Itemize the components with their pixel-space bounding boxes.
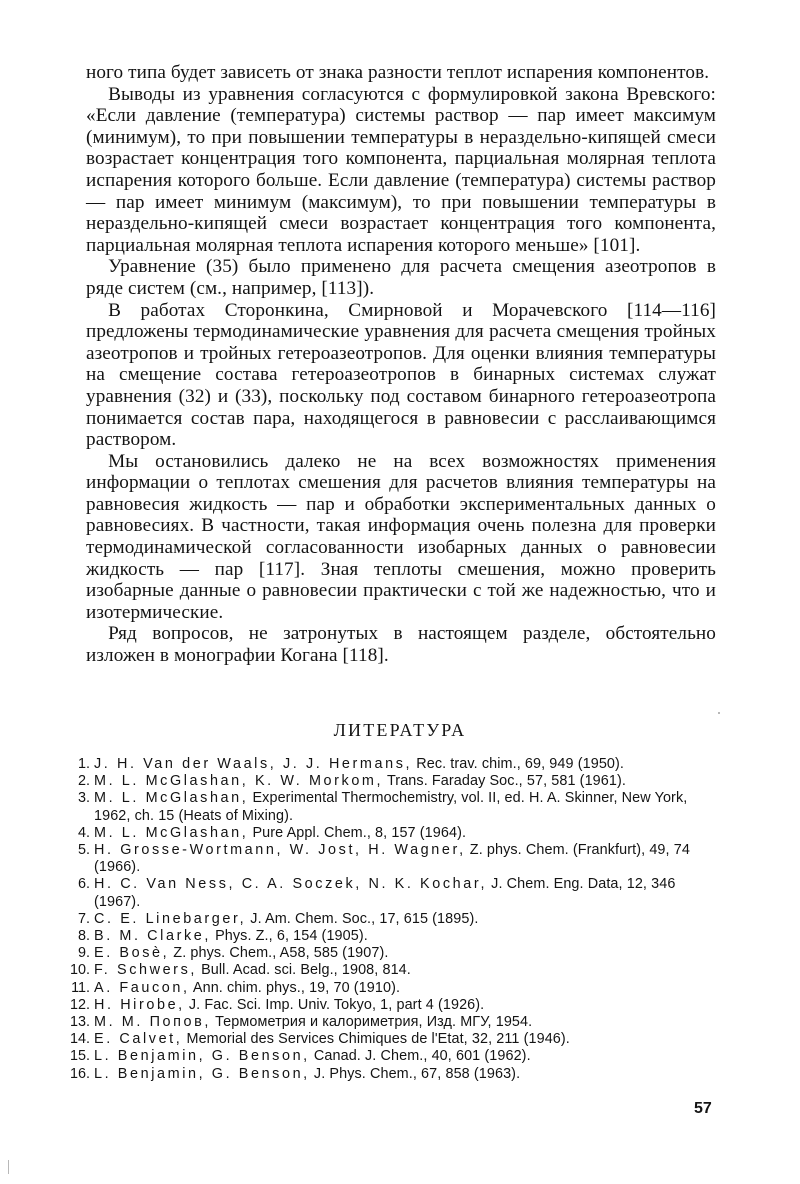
- reference-number: 2.: [77, 773, 90, 790]
- reference-item: [70, 1066, 720, 1083]
- reference-item: [70, 1048, 720, 1065]
- reference-source: Ann. chim. phys., 19, 70 (1910).: [189, 979, 401, 996]
- reference-number: 3.: [77, 790, 90, 807]
- reference-authors: E. Calvet,: [94, 1031, 183, 1048]
- reference-authors: B. M. Clarke,: [94, 928, 211, 945]
- reference-item: [70, 842, 720, 876]
- reference-authors: C. E. Linebarger,: [94, 910, 247, 927]
- body-text: [86, 62, 716, 667]
- reference-source: Canad. J. Chem., 40, 601 (1962).: [309, 1048, 531, 1065]
- reference-item: [70, 756, 720, 773]
- reference-item: [70, 962, 720, 979]
- reference-item: [70, 911, 720, 928]
- reference-number: 5.: [77, 842, 90, 859]
- reference-authors: E. Bosè,: [94, 945, 170, 962]
- paragraph-equation-35: Уравнение (35) было применено для расчета смещения азеотропов в ряде систем (см., например, [113]).: [86, 256, 716, 299]
- reference-authors: J. H. Van der Waals, J. J. Hermans,: [94, 756, 413, 772]
- reference-source: Z. phys. Chem., A58, 585 (1907).: [169, 945, 389, 962]
- reference-authors: M. L. McGlashan, K. W. Morkom,: [94, 773, 384, 790]
- reference-item: [70, 928, 720, 945]
- reference-list: [70, 756, 720, 1083]
- reference-authors: H. C. Van Ness, C. A. Soczek, N. K. Kochar,: [94, 876, 488, 893]
- reference-number: 13.: [70, 1014, 91, 1031]
- reference-authors: M. M. Попов,: [94, 1014, 211, 1031]
- reference-item: [70, 790, 720, 824]
- reference-authors: A. Faucon,: [94, 979, 190, 996]
- reference-authors: H. Hirobe,: [94, 996, 185, 1013]
- references-heading: ЛИТЕРАТУРА: [333, 720, 467, 740]
- reference-number: 16.: [70, 1065, 91, 1082]
- paragraph-storonkin-works: В работах Сторонкина, Смирновой и Морачевского [114—116] предложены термодинамические уравнения для расчета смещения тройных азеотропов и тройных гетероазеотропов. Для оценки влияния температуры на смещение состава гетероазеотропов в бинарных системах служат уравнения (32) и (33), поскольку под составом бинарного гетероазеотропа понимается состав пара, находящегося в равновесии с расслаивающимся раствором.: [86, 299, 716, 451]
- reference-source: Trans. Faraday Soc., 57, 581 (1961).: [383, 773, 626, 790]
- paragraph-vrevsky-law: Выводы из уравнения согласуются с формулировкой закона Вревского: «Если давление (температура) системы раствор — пар имеет максимум (минимум), то при повышении температуры в нераздельно-кипящей смеси возрастает концентрация того компонента, парциальная молярная теплота испарения которого больше. Если давление (температура) системы раствор — пар имеет минимум (максимум), то при повышении температуры в нераздельно-кипящей смеси возрастает концентрация того компонента, парциальная молярная теплота испарения которого меньше» [101].: [86, 83, 716, 256]
- reference-source: Experimental Thermochemistry, vol. II, ed. H. A. Skinner, New York, 1962, ch. 15 (Heats of Mixing).: [94, 790, 688, 824]
- reference-authors: H. Grosse-Wortmann, W. Jost, H. Wagner,: [94, 842, 466, 859]
- paragraph-heat-of-mixing: Мы остановились далеко не на всех возможностях применения информации о теплотах смешения для расчетов влияния температуры на равновесия жидкость — пар и обработки экспериментальных данных о равновесиях. В частности, такая информация очень полезна для проверки термодинамической согласованности изобарных данных о равновесии жидкость — пар [117]. Зная теплоты смешения, можно проверить изобарные данные о равновесии практически с той же надежностью, что и изотермические.: [86, 450, 716, 623]
- reference-number: 6.: [77, 876, 90, 893]
- reference-source: Z. phys. Chem. (Frankfurt), 49, 74 (1966).: [94, 842, 690, 876]
- reference-item: [70, 980, 720, 997]
- reference-authors: M. L. McGlashan,: [94, 790, 249, 807]
- reference-source: Rec. trav. chim., 69, 949 (1950).: [412, 756, 625, 772]
- reference-number: 4.: [77, 824, 90, 841]
- reference-item: [70, 825, 720, 842]
- reference-number: 15.: [70, 1048, 91, 1065]
- reference-source: Bull. Acad. sci. Belg., 1908, 814.: [196, 962, 411, 979]
- reference-source: Pure Appl. Chem., 8, 157 (1964).: [248, 824, 467, 841]
- reference-item: [70, 1014, 720, 1031]
- reference-authors: L. Benjamin, G. Benson,: [94, 1065, 310, 1082]
- reference-number: 7.: [77, 910, 90, 927]
- reference-source: Термометрия и калориметрия, Изд. МГУ, 1954.: [210, 1014, 533, 1031]
- paragraph-kogan-monograph: Ряд вопросов, не затронутых в настоящем разделе, обстоятельно изложен в монографии Когана [118].: [86, 623, 716, 667]
- reference-number: 10.: [70, 962, 91, 979]
- reference-source: J. Chem. Eng. Data, 12, 346 (1967).: [94, 876, 676, 910]
- page-number: 57: [694, 1100, 712, 1117]
- reference-authors: M. L. McGlashan,: [94, 824, 249, 841]
- reference-item: [70, 773, 720, 790]
- reference-source: J. Phys. Chem., 67, 858 (1963).: [309, 1065, 521, 1082]
- reference-number: 11.: [71, 979, 90, 996]
- reference-item: [70, 945, 720, 962]
- print-speck: [718, 712, 720, 714]
- paragraph-continuation: ного типа будет зависеть от знака разности теплот испарения компонентов.: [86, 62, 710, 83]
- reference-item: [70, 997, 720, 1014]
- reference-authors: L. Benjamin, G. Benson,: [94, 1048, 310, 1065]
- reference-source: Memorial des Services Chimiques de l'Etat, 32, 211 (1946).: [182, 1031, 570, 1048]
- reference-number: 1.: [77, 756, 90, 772]
- reference-item: [70, 1031, 720, 1048]
- reference-item: [70, 876, 720, 910]
- reference-source: J. Fac. Sci. Imp. Univ. Tokyo, 1, part 4 (1926).: [184, 996, 485, 1013]
- reference-number: 9.: [77, 945, 90, 962]
- scan-mark: [8, 1160, 9, 1174]
- reference-number: 12.: [70, 996, 91, 1013]
- reference-source: J. Am. Chem. Soc., 17, 615 (1895).: [246, 910, 479, 927]
- reference-authors: F. Schwers,: [94, 962, 197, 979]
- reference-number: 14.: [70, 1031, 91, 1048]
- reference-number: 8.: [77, 928, 90, 945]
- reference-source: Phys. Z., 6, 154 (1905).: [210, 928, 368, 945]
